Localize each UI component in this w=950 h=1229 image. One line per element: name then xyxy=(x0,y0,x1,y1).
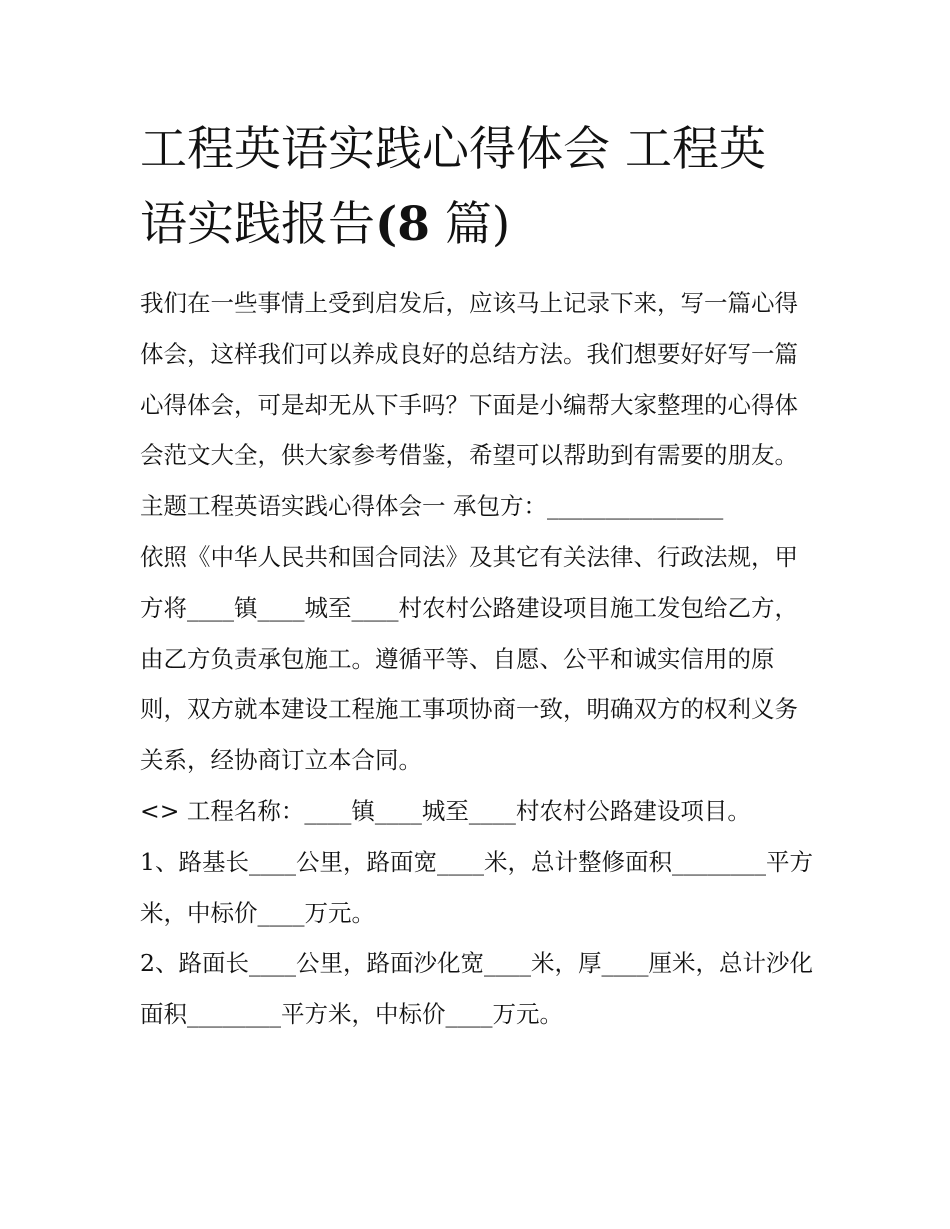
document-body xyxy=(140,278,820,1040)
title-line-2-end: 篇) xyxy=(444,197,511,252)
item-1-paragraph: 1、路基长____公里，路面宽____米，总计整修面积________平方米，中标价____万元。 xyxy=(140,847,813,927)
title-line-2-paren: (8 xyxy=(375,197,430,252)
project-name-line: <> 工程名称：____镇____城至____村农村公路建设项目。 xyxy=(140,796,751,825)
document-title xyxy=(140,112,820,262)
title-line-2-cn: 语实践报告 xyxy=(140,197,375,252)
contract-paragraph: 依照《中华人民共和国合同法》及其它有关法律、行政法规，甲方将____镇____城至____村农村公路建设项目施工发包给乙方，由乙方负责承包施工。遵循平等、自愿、公平和诚实信用的原则，双方就本建设工程施工事项协商一致，明确双方的权利义务关系，经协商订立本合同。 xyxy=(140,542,798,775)
item-2-paragraph: 2、路面长____公里，路面沙化宽____米，厚____厘米，总计沙化面积________平方米，中标价____万元。 xyxy=(140,949,813,1029)
title-line-1: 工程英语实践心得体会 工程英 xyxy=(140,122,766,177)
contract-heading: 主题工程英语实践心得体会一 承包方：_______________ xyxy=(140,492,724,521)
intro-paragraph: 我们在一些事情上受到启发后，应该马上记录下来，写一篇心得体会，这样我们可以养成良好的总结方法。我们想要好好写一篇心得体会，可是却无从下手吗？下面是小编帮大家整理的心得体会范文大全，供大家参考借鉴，希望可以帮助到有需要的朋友。 xyxy=(140,289,798,470)
